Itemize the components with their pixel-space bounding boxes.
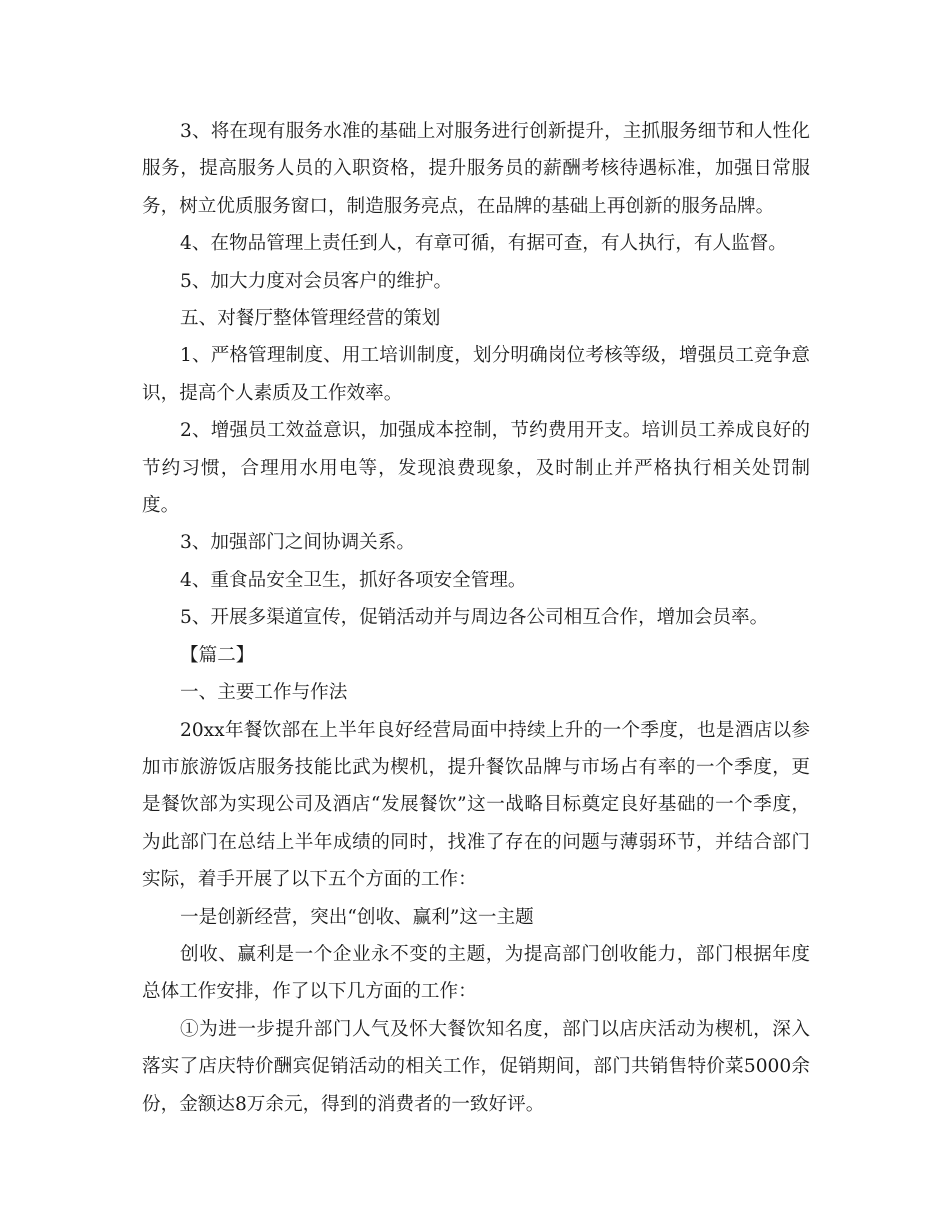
paragraph-service-innovation: 3、将在现有服务水准的基础上对服务进行创新提升，主抓服务细节和人性化服务，提高服务人员的入职资格，提升服务员的薪酬考核待遇标准，加强日常服务，树立优质服务窗口，制造服务亮点，在品牌的基础上再创新的服务品牌。 [142, 121, 810, 217]
document-body [142, 113, 810, 1123]
paragraph-profit-theme: 创收、赢利是一个企业永不变的主题，为提高部门创收能力，部门根据年度总体工作安排，作了以下几方面的工作： [142, 943, 810, 1003]
paragraph-management-system: 1、严格管理制度、用工培训制度，划分明确岗位考核等级，增强员工竞争意识，提高个人素质及工作效率。 [142, 345, 810, 404]
paragraph-promotion: 5、开展多渠道宣传，促销活动并与周边各公司相互合作，增加会员率。 [180, 607, 769, 629]
paragraph-cost-control: 2、增强员工效益意识，加强成本控制，节约费用开支。培训员工养成良好的节约习惯，合理用水用电等，发现浪费现象，及时制止并严格执行相关处罚制度。 [142, 420, 810, 517]
paragraph-department-coordination: 3、加强部门之间协调关系。 [180, 532, 415, 554]
paragraph-goods-management: 4、在物品管理上责任到人，有章可循，有据可查，有人执行，有人监督。 [180, 233, 787, 255]
part-two-heading: 【篇二】 [180, 644, 255, 666]
section-heading-main-work: 一、主要工作与作法 [180, 682, 348, 704]
paragraph-anniversary-promotion: ①为进一步提升部门人气及怀大餐饮知名度，部门以店庆活动为楔机，深入落实了店庆特价酬宾促销活动的相关工作，促销期间，部门共销售特价菜5000余份，金额达8万余元，得到的消费者的一致好评。 [142, 1018, 810, 1115]
paragraph-food-safety: 4、重食品安全卫生，抓好各项安全管理。 [180, 569, 527, 591]
section-heading-restaurant-planning: 五、对餐厅整体管理经营的策划 [180, 308, 441, 330]
paragraph-quarter-summary: 20xx年餐饮部在上半年良好经营局面中持续上升的一个季度，也是酒店以参加市旅游饭店服务技能比武为楔机，提升餐饮品牌与市场占有率的一个季度，更是餐饮部为实现公司及酒店“发展餐饮”这一战略目标奠定良好基础的一个季度，为此部门在总结上半年成绩的同时，找准了存在的问题与薄弱环节，并结合部门实际，着手开展了以下五个方面的工作： [142, 719, 810, 891]
subheading-innovation-profit: 一是创新经营，突出“创收、赢利”这一主题 [180, 906, 534, 928]
paragraph-member-maintenance: 5、加大力度对会员客户的维护。 [180, 270, 453, 292]
